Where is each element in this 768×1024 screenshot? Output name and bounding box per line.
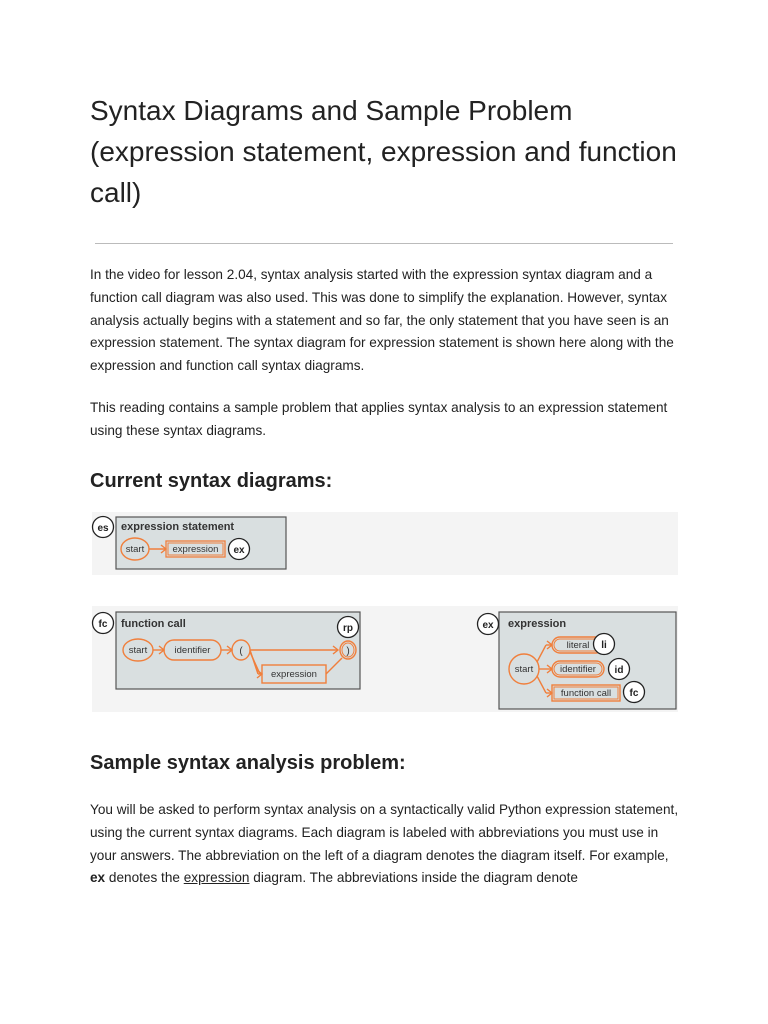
start-label: start — [514, 664, 534, 675]
diagram-title-ex: expression — [508, 618, 567, 630]
page-title: Syntax Diagrams and Sample Problem (expression statement, expression and function call) — [90, 95, 677, 208]
lparen-label: ( — [239, 646, 243, 657]
function-call-diagram — [90, 608, 365, 692]
paragraph-text: diagram. The abbreviations inside the diagram denote — [249, 870, 578, 886]
intro-paragraph-1: In the video for lesson 2.04, syntax analysis started with the expression syntax diagram and a function call diagram was also used. This was done to simplify the explanation. However, syntax analysis actually begins with a statement and so far, the only statement that you have seen is an expression statement. The syntax diagram for expression statement is shown here along with the expression and function call syntax diagrams. — [90, 267, 674, 374]
expression-label: expression — [172, 544, 219, 555]
identifier-label: identifier — [174, 645, 211, 656]
title-divider — [95, 243, 673, 244]
underlined-term-expression: expression — [183, 870, 250, 886]
paragraph-text: denotes the — [105, 870, 184, 886]
expression-label: expression — [271, 669, 317, 680]
start-label: start — [125, 544, 145, 555]
diagram-abbrev-fc: fc — [98, 619, 108, 630]
node-abbrev-fc: fc — [629, 688, 639, 699]
intro-paragraph-2: This reading contains a sample problem that applies syntax analysis to an expression statement using these syntax diagrams. — [90, 400, 668, 438]
diagram-abbrev-ex: ex — [482, 620, 494, 631]
paragraph-text: You will be asked to perform syntax analysis on a syntactically valid Python expression statement, using the current syntax diagrams. Each diagram is labeled with abbreviations you must use in your answers. The abbreviation on the left of a diagram denotes the diagram itself. For example, — [90, 802, 679, 863]
literal-label: literal — [566, 640, 590, 651]
node-abbrev-rp: rp — [343, 623, 353, 634]
diagram-title-es: expression statement — [121, 521, 235, 533]
node-abbrev-li: li — [601, 640, 607, 651]
rparen-label: ) — [346, 646, 350, 657]
expression-diagram — [474, 608, 680, 712]
identifier-label: identifier — [560, 664, 596, 675]
section-heading-sample-problem: Sample syntax analysis problem: — [90, 752, 406, 774]
node-abbrev-id: id — [614, 665, 624, 676]
node-abbrev-ex: ex — [233, 545, 245, 556]
section-heading-current-diagrams: Current syntax diagrams: — [90, 470, 333, 492]
expression-statement-diagram — [90, 512, 290, 574]
bold-abbrev-ex: ex — [90, 870, 106, 886]
start-label: start — [128, 645, 148, 656]
function-call-label: function call — [560, 688, 612, 699]
diagram-abbrev-es: es — [97, 523, 109, 534]
sample-problem-paragraph — [90, 799, 685, 890]
diagram-title-fc: function call — [121, 618, 186, 630]
